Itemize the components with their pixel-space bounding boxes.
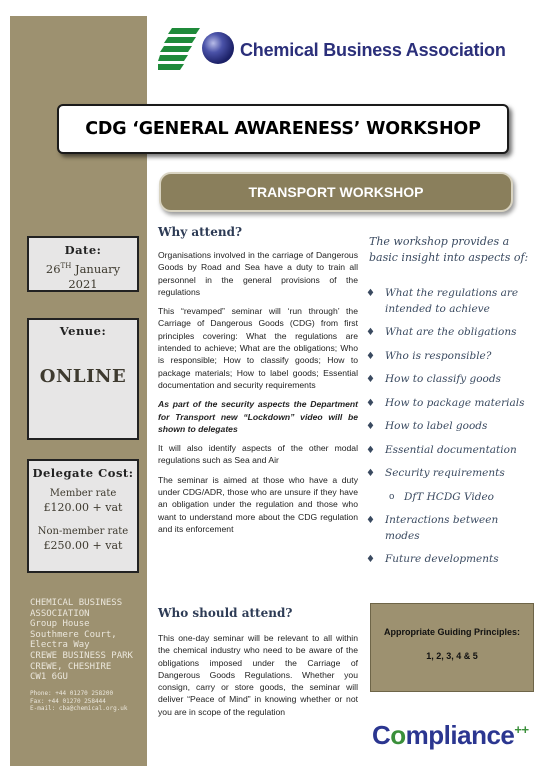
diamond-bullet-icon: ♦ <box>366 468 375 479</box>
guiding-principles-numbers: 1, 2, 3, 4 & 5 <box>426 651 478 661</box>
diamond-bullet-icon: ♦ <box>366 327 375 338</box>
address-line: CW1 6GU <box>30 672 68 683</box>
nonmember-rate-label: Non-member rate <box>37 526 129 537</box>
list-item: ♦ Interactions between modes <box>366 514 499 542</box>
why-paragraph-emphasis: As part of the security aspects the Department for Transport new “Lockdown” video will be shown to delegates <box>158 399 358 434</box>
date-value <box>29 259 137 292</box>
venue-label: Venue: <box>59 324 107 338</box>
diamond-bullet-icon: ♦ <box>366 444 375 456</box>
address-block <box>30 598 145 683</box>
contact-block <box>30 690 145 713</box>
list-item: ♦ Who is responsible? <box>366 349 536 365</box>
nonmember-rate-price: £250.00 + vat <box>43 539 123 552</box>
cost-box <box>27 459 139 573</box>
why-attend-body <box>158 249 358 542</box>
list-item: ♦ Essential documentation <box>366 443 536 459</box>
list-item: ♦ What are the obligations <box>366 325 536 341</box>
date-box <box>27 236 139 292</box>
why-paragraph: It will also identify aspects of the other modal regulations such as Sea and Air <box>158 443 358 466</box>
list-item: ♦ How to package materials <box>366 396 536 412</box>
cost-label: Delegate Cost: <box>32 466 134 480</box>
list-item: ♦ How to classify goods <box>366 372 536 388</box>
why-paragraph: The seminar is aimed at those who have a duty under CDG/ADR, those who are unsure if they have an obligation under the regulation and those who want to understand more about the CDG regulation and its enforcement <box>158 474 358 534</box>
who-attend-heading: Who should attend? <box>158 606 293 620</box>
list-subitem: o DfT HCDG Video <box>366 490 536 506</box>
guiding-principles-title: Appropriate Guiding Principles: <box>383 627 520 637</box>
email-link[interactable]: E-mail: cba@chemical.org.uk <box>30 705 128 712</box>
transport-banner: TRANSPORT WORKSHOP <box>159 172 513 212</box>
diamond-bullet-icon: ♦ <box>366 288 375 299</box>
member-rate-label: Member rate <box>49 488 117 499</box>
insight-list <box>366 286 536 576</box>
address-line: Southmere Court, <box>30 629 117 640</box>
diamond-bullet-icon: ♦ <box>366 397 375 409</box>
diamond-bullet-icon: ♦ <box>366 374 375 385</box>
address-line: CREWE BUSINESS PARK <box>30 650 133 661</box>
page-title: CDG ‘GENERAL AWARENESS’ WORKSHOP <box>57 104 509 154</box>
diamond-bullet-icon: ♦ <box>366 515 375 526</box>
guiding-principles-box <box>370 603 534 692</box>
who-paragraph: This one-day seminar will be relevant to all within the chemical industry who need to be aware of the obligations imposed under the Carriage of Dangerous Goods Regulations. Whether you consign, carry or store goods, the seminar will deliver “Peace of Mind” in knowing whether or not you are in scope of the regulation <box>158 633 358 717</box>
who-attend-body <box>158 632 358 725</box>
address-line: Group House <box>30 619 90 630</box>
date-month: January <box>74 261 121 276</box>
address-line: CHEMICAL BUSINESS <box>30 598 123 608</box>
venue-value: ONLINE <box>39 366 127 387</box>
venue-box <box>27 318 139 440</box>
member-rate-price: £120.00 + vat <box>43 501 123 514</box>
why-paragraph: Organisations involved in the carriage of Dangerous Goods by Road and Sea have a duty to train all personnel in the general provisions of the regulations <box>158 250 358 297</box>
diamond-bullet-icon: ♦ <box>366 421 375 432</box>
address-line: Electra Way <box>30 640 90 651</box>
fax-text: Fax: +44 01270 258444 <box>30 697 106 705</box>
diamond-bullet-icon: ♦ <box>366 554 375 565</box>
phone-text: Phone: +44 01270 258200 <box>30 690 114 697</box>
date-year: 2021 <box>68 276 98 291</box>
address-line: CREWE, CHESHIRE <box>30 661 112 672</box>
date-label: Date: <box>64 243 102 257</box>
list-item: ♦ How to label goods <box>366 419 536 435</box>
address-line: ASSOCIATION <box>30 608 90 619</box>
why-attend-heading: Why attend? <box>158 225 242 239</box>
diamond-bullet-icon: ♦ <box>366 350 375 362</box>
circle-bullet-icon: o <box>389 491 395 502</box>
list-item: ♦ Security requirements <box>366 466 536 482</box>
date-day: 26 <box>45 261 61 276</box>
compliance-logo: Compliance++ <box>372 720 529 750</box>
insight-intro: The workshop provides a basic insight into aspects of: <box>369 235 529 264</box>
why-paragraph: This “revamped” seminar will ‘run through’ the Carriage of Dangerous Goods (CDG) from first principles covering: What the regulations are intended to achieve; What are the obligations; Who is responsible; How to classify goods; How to package materials; How to label goods; Essential documentation and security requirements <box>158 306 358 390</box>
list-item: ♦ Future developments <box>366 552 536 568</box>
date-ordinal: TH <box>60 262 72 270</box>
org-name: Chemical Business Association <box>240 40 506 60</box>
list-item: ♦ What the regulations are intended to achieve <box>366 287 519 315</box>
